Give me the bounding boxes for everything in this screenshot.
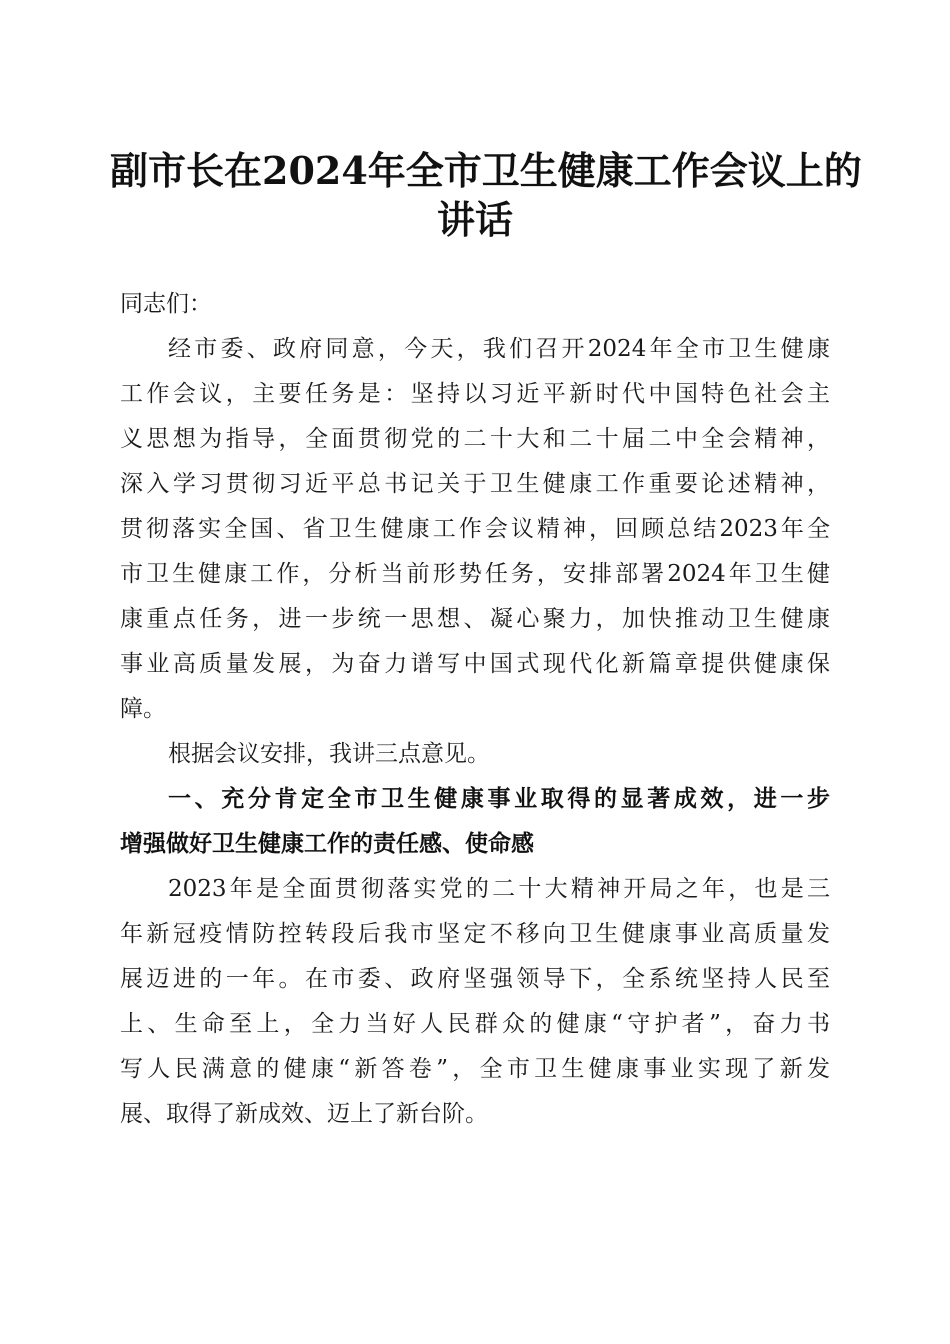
salutation: 同志们：	[120, 291, 212, 317]
paragraph-line: 上、生命至上，全力当好人民群众的健康“守护者”，奋力书	[120, 1011, 830, 1037]
paragraph-line: 2023年是全面贯彻落实党的二十大精神开局之年，也是三	[168, 876, 830, 902]
paragraph-line: 展迈进的一年。在市委、政府坚强领导下，全系统坚持人民至	[120, 966, 830, 992]
paragraph-line: 经市委、政府同意，今天，我们召开2024年全市卫生健康	[168, 336, 830, 362]
paragraph-line: 事业高质量发展，为奋力谱写中国式现代化新篇章提供健康保	[120, 651, 830, 677]
heading-line: 一、充分肯定全市卫生健康事业取得的显著成效，进一步	[168, 786, 830, 812]
paragraph-line: 康重点任务，进一步统一思想、凝心聚力，加快推动卫生健康	[120, 606, 830, 632]
heading-line: 增强做好卫生健康工作的责任感、使命感	[120, 831, 534, 857]
paragraph-line: 义思想为指导，全面贯彻党的二十大和二十届二中全会精神，	[120, 426, 830, 452]
paragraph-line: 年新冠疫情防控转段后我市坚定不移向卫生健康事业高质量发	[120, 921, 830, 947]
paragraph-line: 工作会议，主要任务是：坚持以习近平新时代中国特色社会主	[120, 381, 830, 407]
paragraph-line: 贯彻落实全国、省卫生健康工作会议精神，回顾总结2023年全	[120, 516, 830, 542]
paragraph-intro	[120, 327, 830, 732]
paragraph-achievements	[120, 867, 830, 1137]
paragraph-line: 写人民满意的健康“新答卷”，全市卫生健康事业实现了新发	[120, 1056, 830, 1082]
document-body	[120, 282, 830, 1137]
document-title-line-1: 副市长在2024年全市卫生健康工作会议上的	[110, 148, 862, 193]
paragraph-line: 深入学习贯彻习近平总书记关于卫生健康工作重要论述精神，	[120, 471, 830, 497]
section-heading-1	[120, 777, 830, 867]
document-title-line-2: 讲话	[436, 197, 513, 242]
paragraph-line: 展、取得了新成效、迈上了新台阶。	[120, 1101, 488, 1127]
paragraph-outline: 根据会议安排，我讲三点意见。	[168, 741, 490, 767]
paragraph-line: 障。	[120, 696, 166, 722]
paragraph-line: 市卫生健康工作，分析当前形势任务，安排部署2024年卫生健	[120, 561, 830, 587]
